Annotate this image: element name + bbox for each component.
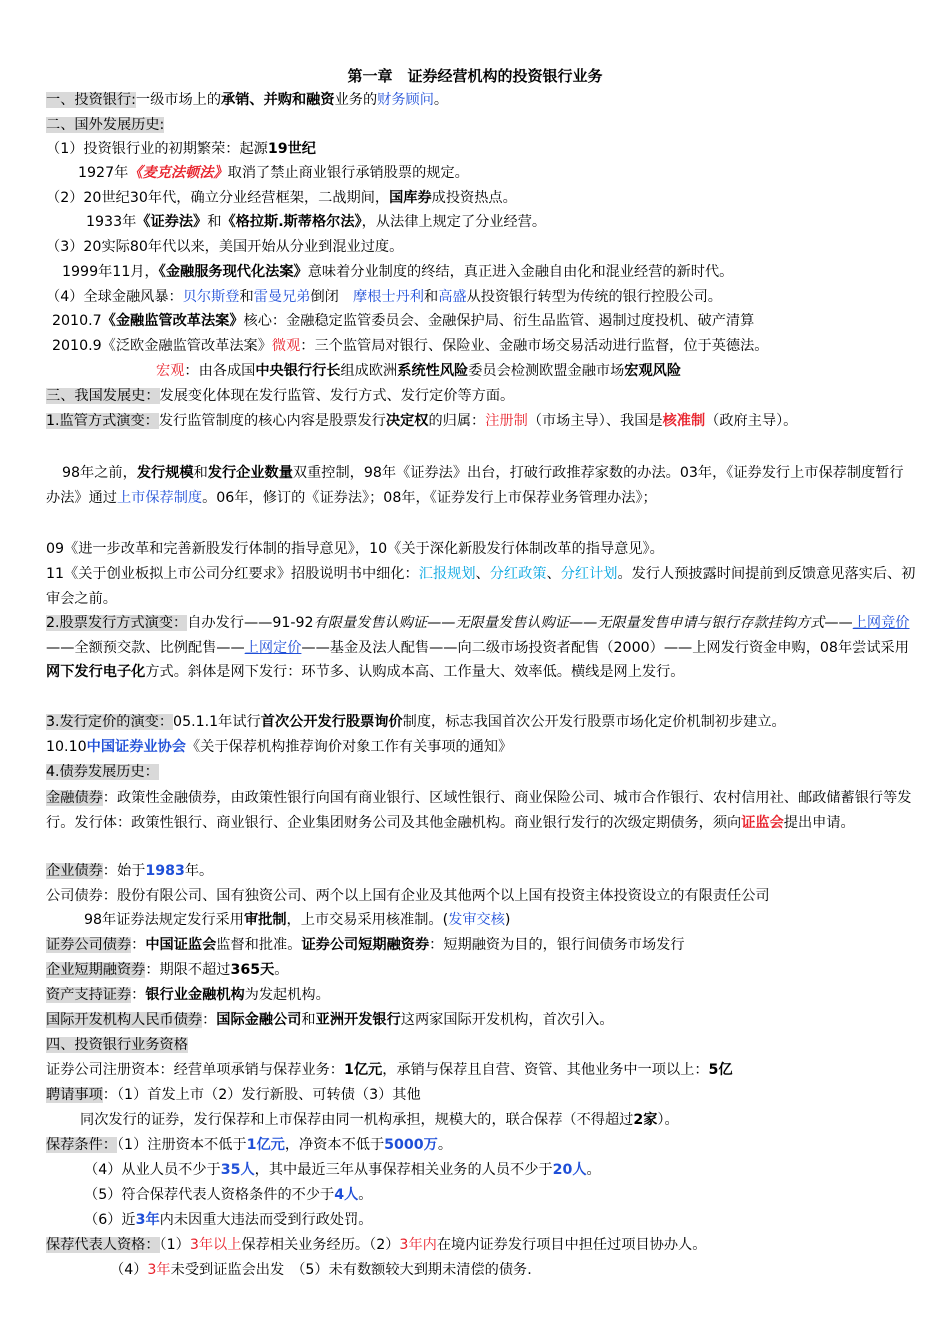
history-2010-7: 2010.7《金融监管改革法案》核心：金融稳定监管委员会、金融保护局、衍生品监管、遏制过度投机、破产清算 xyxy=(52,313,755,329)
enterprise-bonds: 企业债券：始于1983年。 xyxy=(46,863,214,879)
regulation-history-paragraph: 98年之前，发行规模和发行企业数量双重控制，98年《证券法》出台，打破行政推荐家数的办法。03年，《证券发行上市保荐制度暂行办法》通过上市保荐制度。06年，修订的《证券法》；08年，《证券发行上市保荐业务管理办法》； xyxy=(46,465,904,506)
sponsorship-condition-4: （4）从业人员不少于35人，其中最近三年从事保荐相关业务的人员不少于20人。 xyxy=(84,1162,601,1178)
history-2010-9: 2010.9《泛欧金融监管改革法案》微观：三个监管局对银行、保险业、金融市场交易活动进行监督，位于英德法。 xyxy=(52,338,769,354)
regulation-2011: 11《关于创业板拟上市公司分红要求》招股说明书中细化：汇报规划、分红政策、分红计划。发行人预披露时间提前到反馈意见落实后、初审会之前。 xyxy=(46,566,916,607)
asset-backed-securities: 资产支持证券：银行业金融机构为发起机构。 xyxy=(46,987,330,1003)
registered-capital: 证券公司注册资本：经营单项承销与保荐业务：1亿元，承销与保荐且自营、资管、其他业务中一项以上：5亿 xyxy=(46,1062,733,1078)
regulation-evolution: 1.监管方式演变：发行监管制度的核心内容是股票发行决定权的归属：注册制（市场主导）、我国是核准制（政府主导）。 xyxy=(46,413,798,429)
short-term-financing-bills: 企业短期融资券：期限不超过365天。 xyxy=(46,962,289,978)
joint-sponsorship: 同次发行的证券，发行保荐和上市保荐由同一机构承担，规模大的，联合保荐（不得超过2家）。 xyxy=(80,1112,679,1128)
history-item-4: （4）全球金融风暴：贝尔斯登和雷曼兄弟倒闭 摩根士丹利和高盛从投资银行转型为传统的银行控股公司。 xyxy=(46,289,722,305)
section-foreign-history: 二、国外发展历史: xyxy=(46,117,165,133)
chapter-title: 第一章 证券经营机构的投资银行业务 xyxy=(347,67,603,85)
bond-history-heading: 4.债券发展历史： xyxy=(46,764,159,780)
history-item-1: （1）投资银行业的初期繁荣：起源19世纪 xyxy=(46,141,316,157)
history-1927: 1927年《麦克法顿法》取消了禁止商业银行承销股票的规定。 xyxy=(78,165,469,181)
pricing-evolution: 3.发行定价的演变：05.1.1年试行首次公开发行股票询价制度，标志我国首次公开发行股票市场化定价机制初步建立。 xyxy=(46,714,786,730)
securities-company-bonds: 证券公司债券：中国证监会监督和批准。证券公司短期融资券：短期融资为目的，银行间债务市场发行 xyxy=(46,937,685,953)
regulation-2009-2010: 09《进一步改革和完善新股发行体制的指导意见》，10《关于深化新股发行体制改革的指导意见》。 xyxy=(46,541,664,557)
sponsorship-condition-5: （5）符合保荐代表人资格条件的不少于4人。 xyxy=(84,1187,373,1203)
sponsor-representative-qualification: 保荐代表人资格：（1）3年以上保荐相关业务经历。（2）3年内在境内证券发行项目中担任过项目协办人。 xyxy=(46,1237,707,1253)
corporate-bonds: 公司债券：股份有限公司、国有独资公司、两个以上国有企业及其他两个以上国有投资主体投资设立的有限责任公司 xyxy=(46,888,770,904)
history-item-3: （3）20实际80年代以来，美国开始从分业到混业过度。 xyxy=(46,239,404,255)
international-rmb-bonds: 国际开发机构人民币债券：国际金融公司和亚洲开发银行这两家国际开发机构，首次引入。 xyxy=(46,1012,614,1028)
section-business-qualification: 四、投资银行业务资格 xyxy=(46,1037,188,1053)
sponsorship-condition-6: （6）近3年内未因重大违法而受到行政处罚。 xyxy=(84,1212,373,1228)
section-china-history: 三、我国发展史：发展变化体现在发行监管、发行方式、发行定价等方面。 xyxy=(46,388,515,404)
history-1933: 1933年《证券法》和《格拉斯.斯蒂格尔法》，从法律上规定了分业经营。 xyxy=(86,214,547,230)
macro-supervision: 宏观：由各成国中央银行行长组成欧洲系统性风险委员会检测欧盟金融市场宏观风险 xyxy=(156,363,682,379)
history-1999: 1999年11月，《金融服务现代化法案》意味着分业制度的终结，真正进入金融自由化和混业经营的新时代。 xyxy=(62,264,734,280)
corporate-bonds-1998: 98年证券法规定发行采用审批制，上市交易采用核准制。(发审交核) xyxy=(84,912,511,928)
sponsor-representative-items: （4）3年未受到证监会出发 （5）未有数额较大到期未清偿的债务. xyxy=(110,1262,532,1278)
sponsorship-conditions: 保荐条件：（1）注册资本不低于1亿元，净资本不低于5000万。 xyxy=(46,1137,453,1153)
engagement-items: 聘请事项：（1）首发上市（2）发行新股、可转债（3）其他 xyxy=(46,1087,421,1103)
financial-bonds: 金融债券：政策性金融债券，由政策性银行向国有商业银行、区域性银行、商业保险公司、城市合作银行、农村信用社、邮政储蓄银行等发行。发行体：政策性银行、商业银行、企业集团财务公司及其他金融机构。商业银行发行的次级定期债务，须向证监会提出申请。 xyxy=(46,790,912,831)
issuance-method-evolution: 2.股票发行方式演变：自办发行——91-92有限量发售认购证——无限量发售认购证——无限量发售申请与银行存款挂钩方式——上网竞价——全额预交款、比例配售——上网定价——基金及法人配售——向二级市场投资者配售（2000）——上网发行资金申购，08年尝试采用网下发行电子化方式。斜体是网下发行：环节多、认购成本高、工作量大、效率低。横线是网上发行。 xyxy=(46,615,910,681)
section-investment-bank: 一、投资银行:一级市场上的承销、并购和融资业务的财务顾问。 xyxy=(46,92,449,108)
history-item-2: （2）20世纪30年代，确立分业经营框架，二战期间，国库券成投资热点。 xyxy=(46,190,517,206)
pricing-2010: 10.10中国证券业协会《关于保荐机构推荐询价对象工作有关事项的通知》 xyxy=(46,739,513,755)
